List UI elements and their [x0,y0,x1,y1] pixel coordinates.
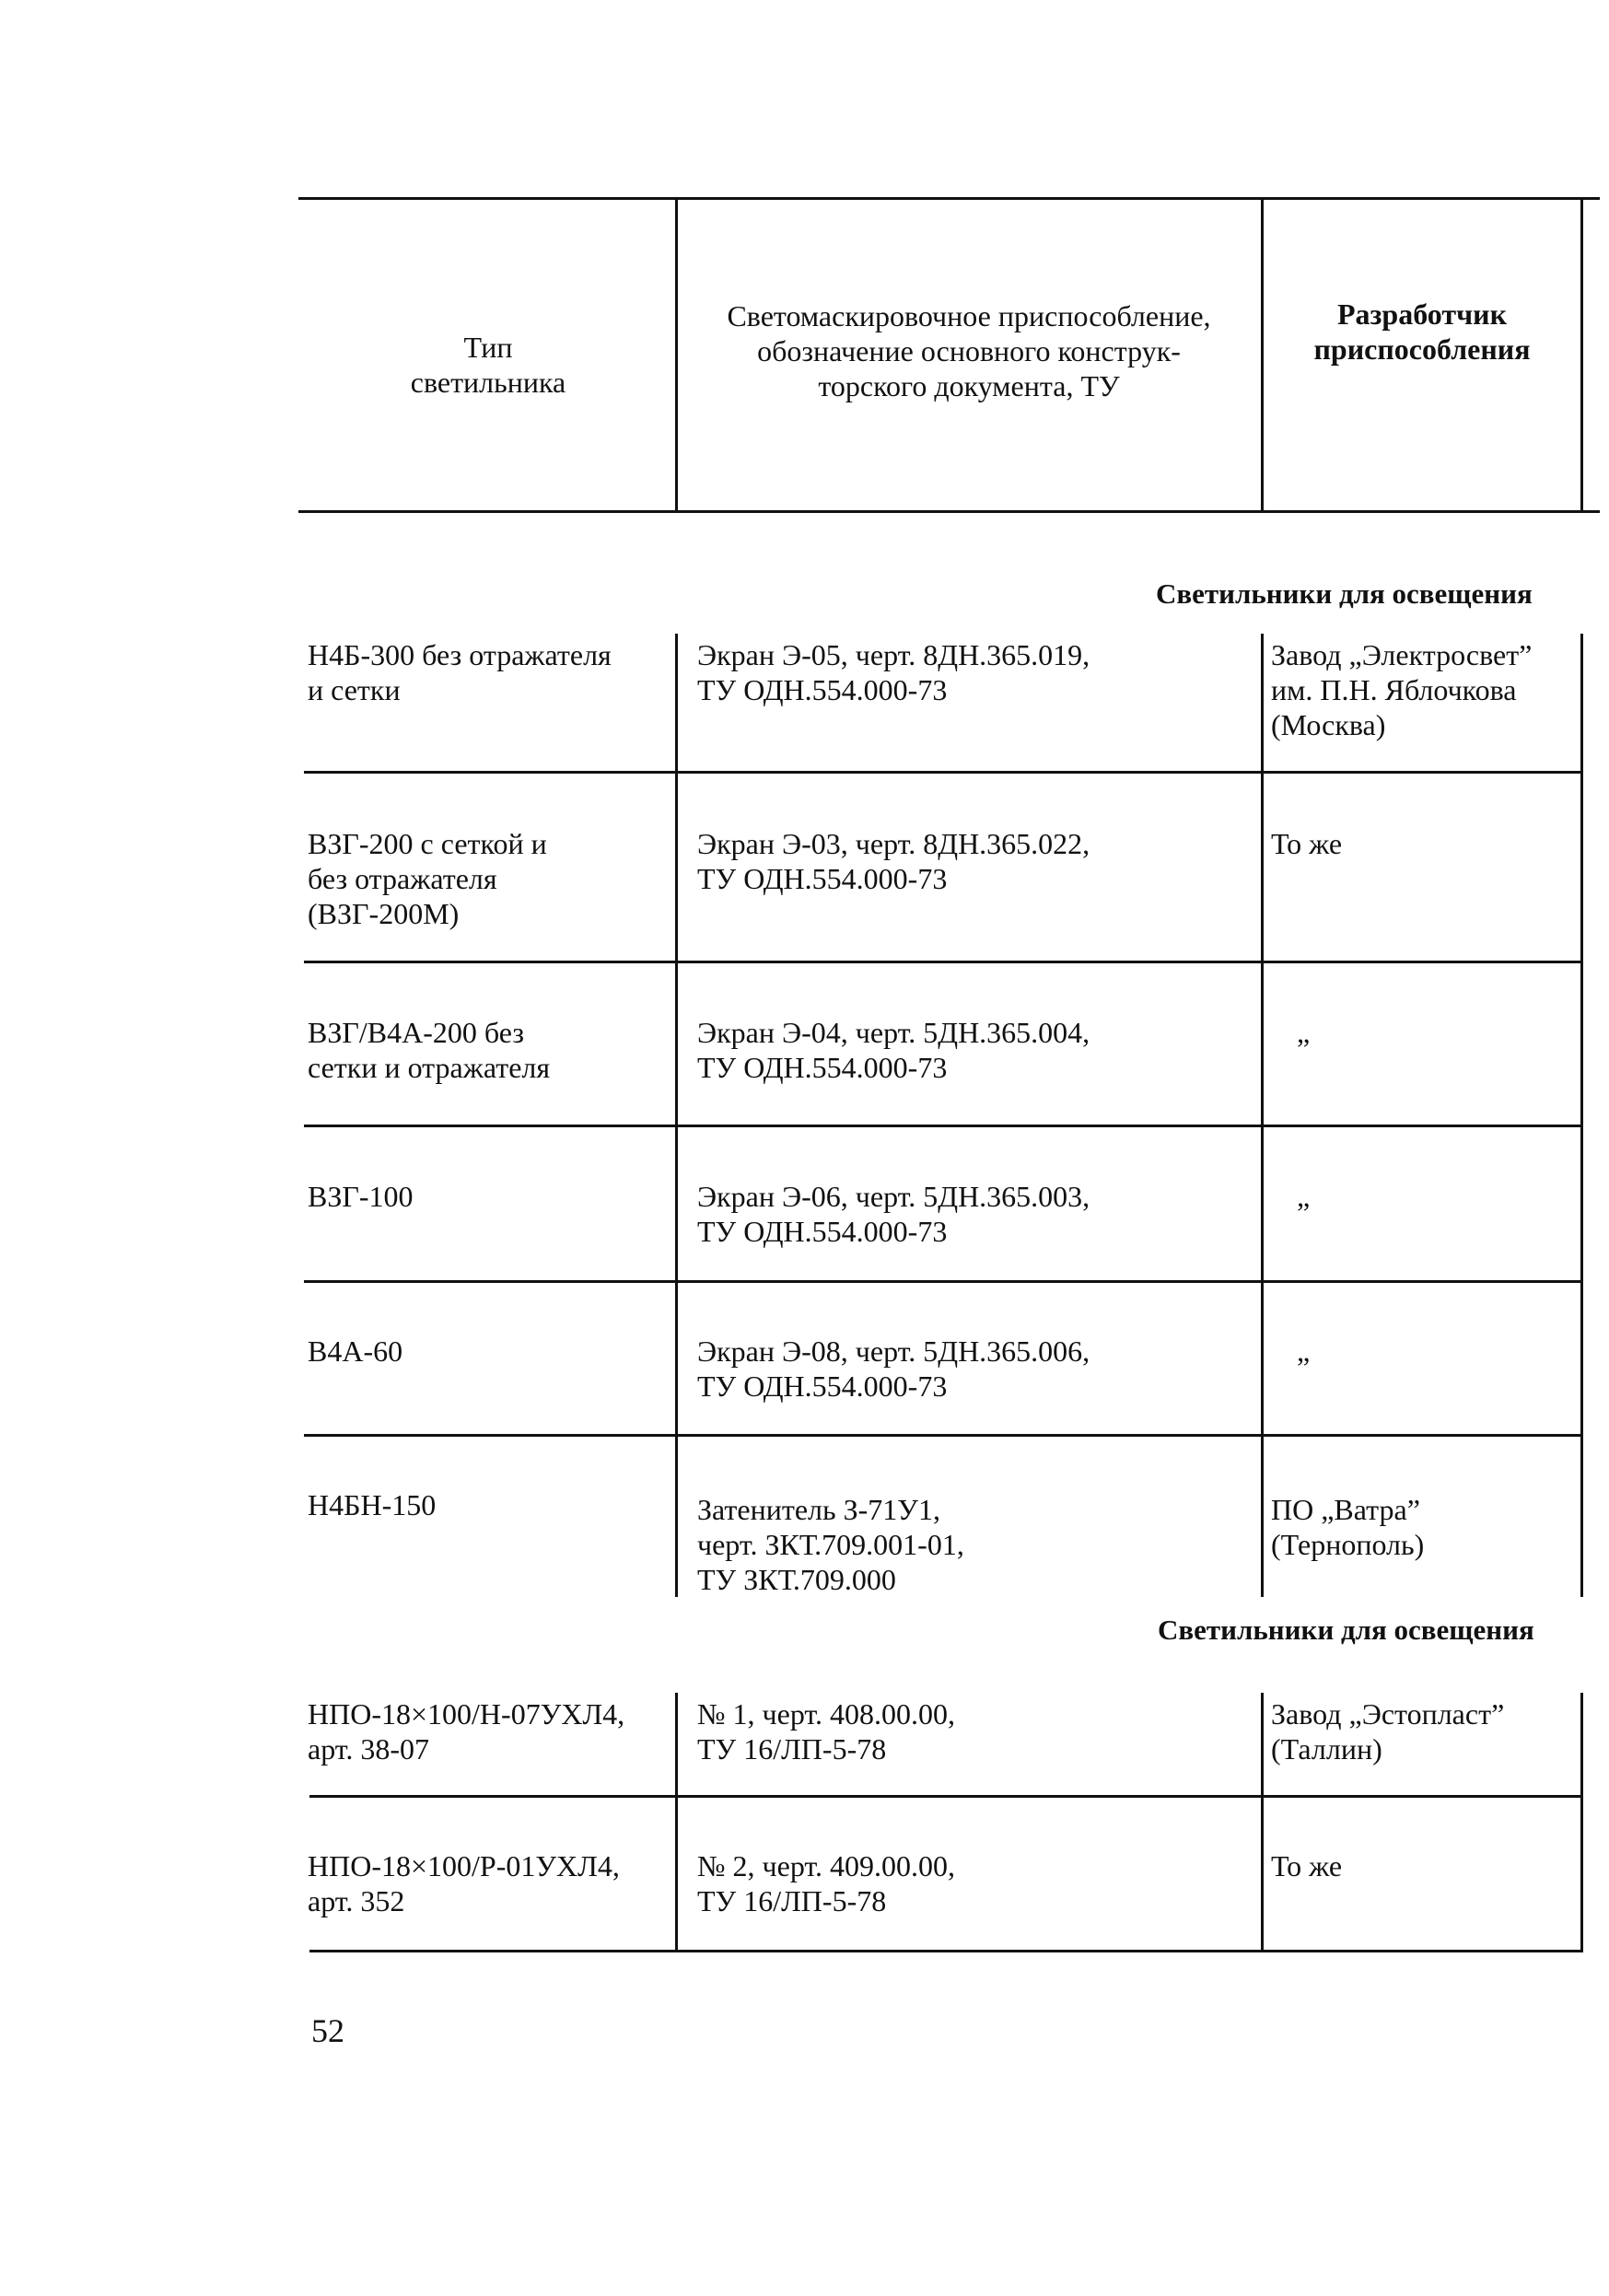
header-col3-developer: Разработчик приспособления [1313,297,1531,366]
section1-col-divider-2 [1261,634,1264,1597]
section1-row-divider-4 [304,1280,1580,1283]
header-col2-device: Светомаскировочное приспособление, обозначение основного конструк- торского документа, ТУ [727,299,1211,402]
section1-row-divider-3 [304,1125,1580,1127]
section2-col-divider-1 [675,1693,678,1952]
s2-row1-type: НПО-18×100/Н-07УХЛ4, арт. 38-07 [308,1697,625,1766]
header-col1-type: Тип светильника [410,331,566,399]
s1-row4-type: ВЗГ-100 [308,1180,414,1213]
header-col-divider-2 [1261,197,1264,513]
s1-row2-device: Экран Э-03, черт. 8ДН.365.022, ТУ ОДН.554.000-73 [697,827,1090,895]
s1-row4-device: Экран Э-06, черт. 5ДН.365.003, ТУ ОДН.554.000-73 [697,1180,1090,1248]
s2-row1-device: № 1, черт. 408.00.00, ТУ 16/ЛП-5-78 [697,1697,955,1766]
s1-row3-device: Экран Э-04, черт. 5ДН.365.004, ТУ ОДН.554.000-73 [697,1016,1090,1084]
section1-right-border [1580,634,1583,1597]
section1-row-divider-5 [304,1434,1580,1437]
section2-right-border [1580,1693,1583,1952]
section2-title: Светильники для освещения [1158,1614,1534,1646]
header-col-divider-1 [675,197,678,513]
s2-row1-developer: Завод „Эстопласт” (Таллин) [1271,1697,1505,1766]
s1-row2-type: ВЗГ-200 с сеткой и без отражателя (ВЗГ-200М) [308,827,547,930]
s1-row1-type: Н4Б-300 без отражателя и сетки [308,638,612,706]
s1-row4-developer: „ [1297,1180,1311,1213]
s1-row5-device: Экран Э-08, черт. 5ДН.365.006, ТУ ОДН.554.000-73 [697,1334,1090,1403]
s1-row1-developer: Завод „Электросвет” им. П.Н. Яблочкова (Москва) [1271,638,1533,741]
s1-row6-type: Н4БН-150 [308,1488,437,1521]
s1-row5-developer: „ [1297,1334,1311,1368]
header-right-border [1580,197,1583,513]
s1-row3-type: ВЗГ/В4А-200 без сетки и отражателя [308,1016,551,1084]
s2-row2-type: НПО-18×100/Р-01УХЛ4, арт. 352 [308,1849,620,1917]
header-bottom-rule [298,510,1600,513]
s1-row3-developer: „ [1297,1016,1311,1049]
section1-row-divider-2 [304,961,1580,963]
section1-title: Светильники для освещения [1156,577,1533,610]
section1-row-divider-1 [304,771,1580,774]
header-top-rule [298,197,1600,200]
s1-row6-developer: ПО „Ватра” (Тернополь) [1271,1493,1425,1561]
s1-row5-type: В4А-60 [308,1334,403,1368]
s2-row2-device: № 2, черт. 409.00.00, ТУ 16/ЛП-5-78 [697,1849,955,1917]
section2-col-divider-2 [1261,1693,1264,1952]
section2-row-divider-1 [309,1795,1582,1798]
s1-row2-developer: То же [1271,827,1343,860]
s1-row6-device: Затенитель З-71У1, черт. ЗКТ.709.001-01, ТУ ЗКТ.709.000 [697,1493,964,1596]
page-number: 52 [311,2012,344,2049]
section2-bottom-rule [309,1950,1582,1952]
s1-row1-device: Экран Э-05, черт. 8ДН.365.019, ТУ ОДН.554.000-73 [697,638,1090,706]
section1-col-divider-1 [675,634,678,1597]
s2-row2-developer: То же [1271,1849,1343,1882]
